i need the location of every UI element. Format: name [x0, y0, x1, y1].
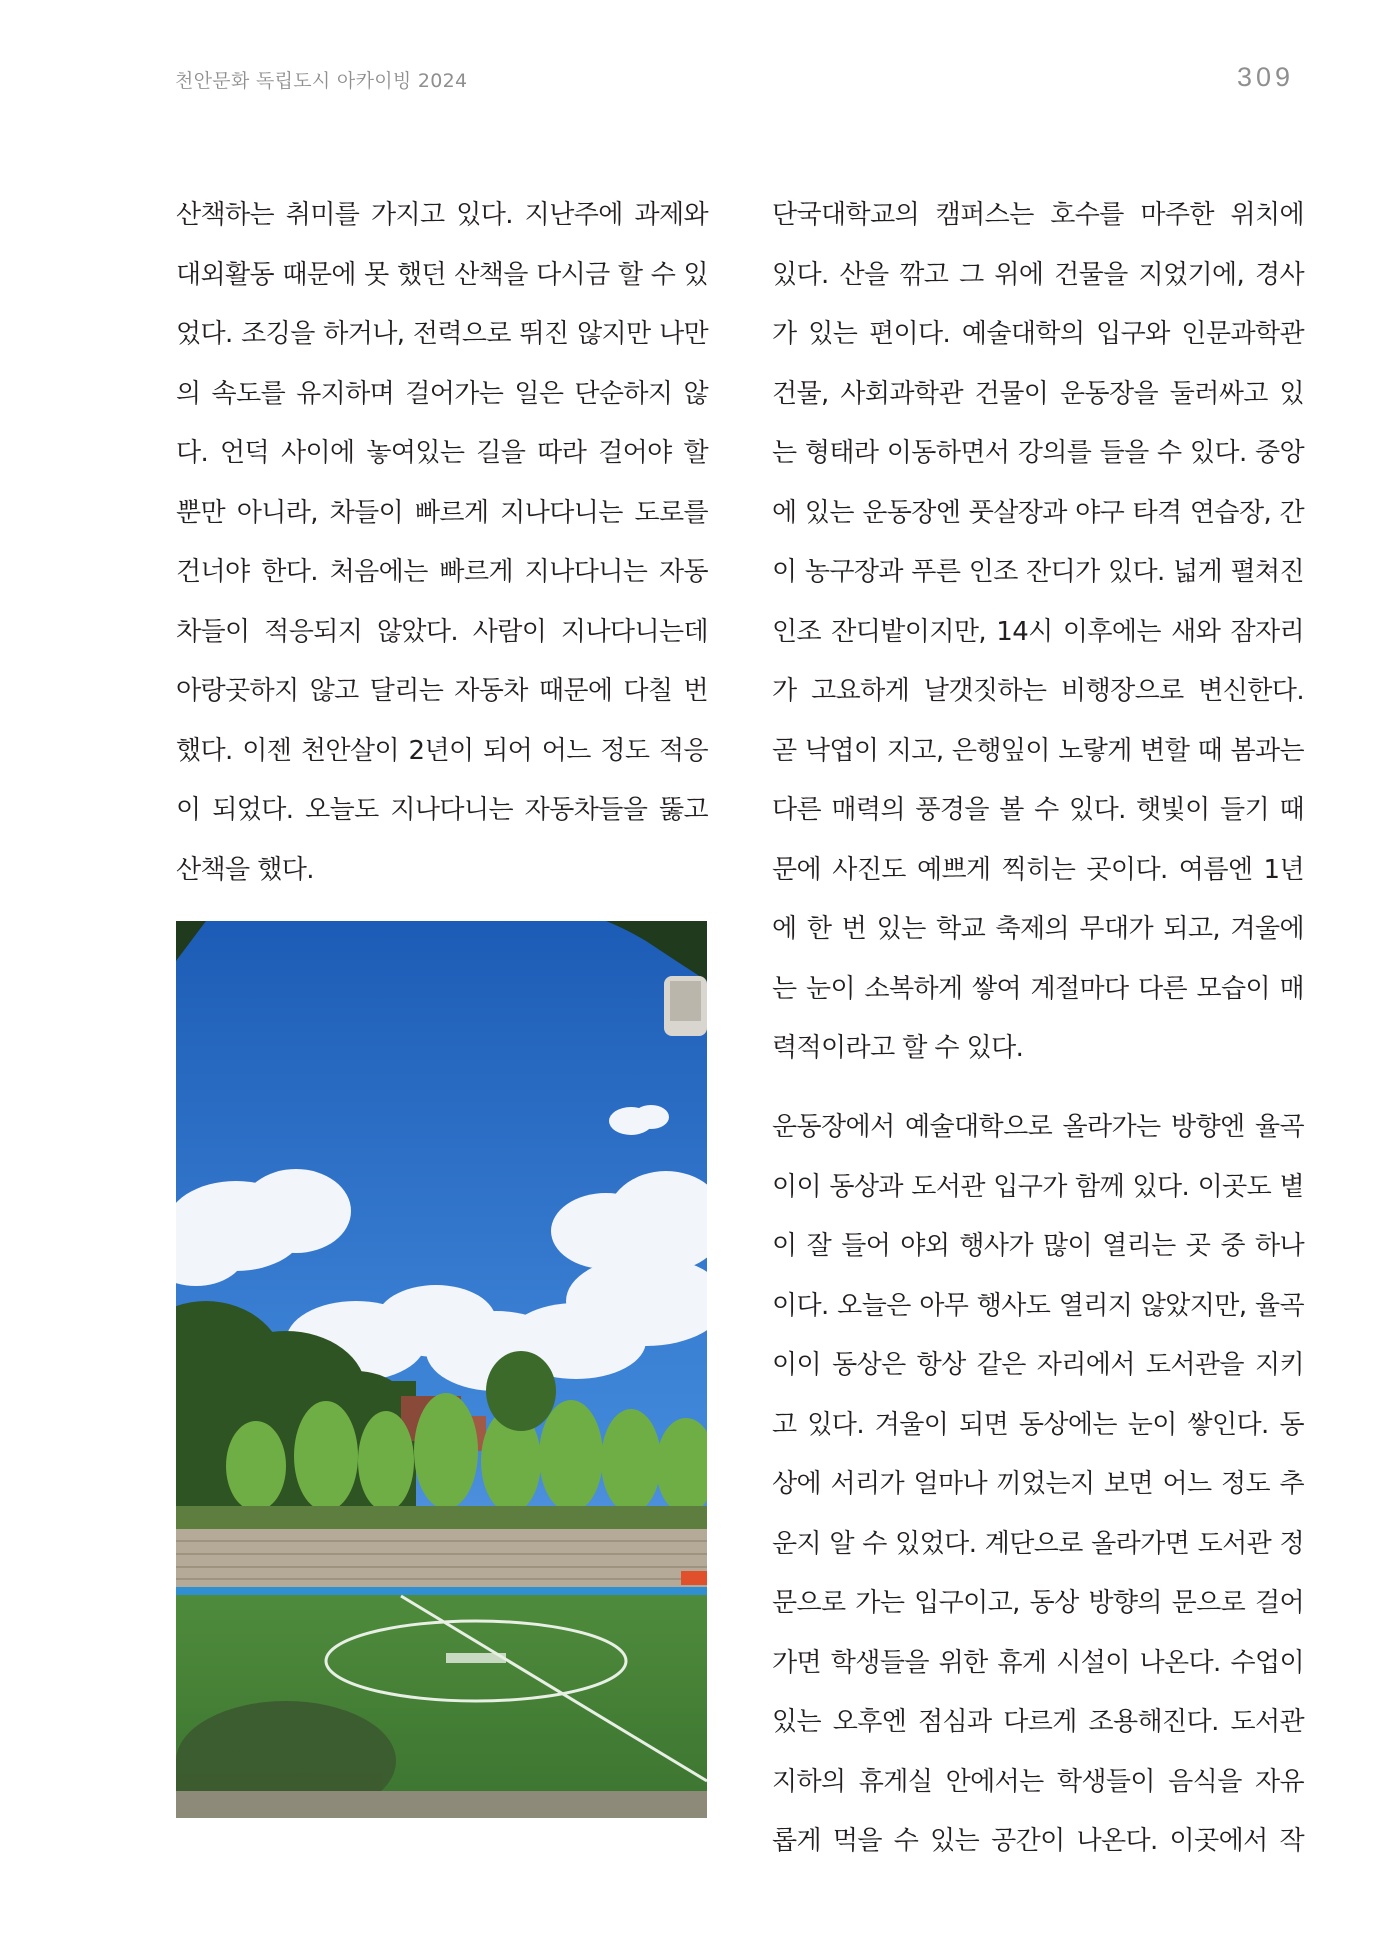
text-line: 산책하는 취미를 가지고 있다. 지난주에 과제와	[176, 200, 708, 230]
text-line: 했다. 이젠 천안살이 2년이 되어 어느 정도 적응	[176, 735, 708, 766]
right-paragraph-1	[772, 186, 1304, 1079]
campus-field-photo	[176, 921, 707, 1818]
text-line: 있는 오후엔 점심과 다르게 조용해진다. 도서관	[772, 1707, 1304, 1737]
text-line: 이이 동상은 항상 같은 자리에서 도서관을 지키	[772, 1350, 1304, 1380]
text-line: 문으로 가는 입구이고, 동상 방향의 문으로 걸어	[772, 1588, 1304, 1618]
right-paragraph-2	[772, 1098, 1304, 1872]
orange-marker	[681, 1571, 707, 1585]
text-line: 아랑곳하지 않고 달리는 자동차 때문에 다칠 번	[176, 676, 708, 706]
text-line: 이 잘 들어 야외 행사가 많이 열리는 곳 중 하나	[772, 1231, 1304, 1261]
center-logo	[446, 1653, 506, 1663]
text-line: 인조 잔디밭이지만, 14시 이후에는 새와 잠자리	[772, 616, 1304, 647]
text-line: 에 있는 운동장엔 풋살장과 야구 타격 연습장, 간	[772, 497, 1304, 528]
text-line: 가 있는 편이다. 예술대학의 입구와 인문과학관	[772, 319, 1304, 349]
text-line: 가면 학생들을 위한 휴게 시설이 나온다. 수업이	[772, 1647, 1304, 1678]
page-number: 309	[1236, 62, 1294, 92]
text-line: 력적이라고 할 수 있다.	[772, 1033, 1024, 1063]
text-line: 곧 낙엽이 지고, 은행잎이 노랗게 변할 때 봄과는	[772, 735, 1304, 766]
text-line: 이다. 오늘은 아무 행사도 열리지 않았지만, 율곡	[772, 1290, 1304, 1321]
text-line: 롭게 먹을 수 있는 공간이 나온다. 이곳에서 작	[772, 1826, 1304, 1856]
text-line: 고 있다. 겨울이 되면 동상에는 눈이 쌓인다. 동	[772, 1409, 1304, 1440]
hedge	[176, 1506, 707, 1531]
track-edge	[176, 1587, 707, 1595]
text-line: 는 눈이 소복하게 쌓여 계절마다 다른 모습이 매	[772, 973, 1304, 1004]
tall-pine	[486, 1351, 556, 1431]
running-header: 천안문화 독립도시 아카이빙 2024	[175, 70, 468, 92]
text-line: 의 속도를 유지하며 걸어가는 일은 단순하지 않	[176, 378, 708, 409]
text-line: 단국대학교의 캠퍼스는 호수를 마주한 위치에	[772, 200, 1304, 230]
lamp-icon	[664, 976, 707, 1036]
text-line: 이이 동상과 도서관 입구가 함께 있다. 이곳도 볕	[772, 1171, 1304, 1202]
stone-wall	[176, 1791, 707, 1818]
text-line: 상에 서리가 얼마나 끼었는지 보면 어느 정도 추	[772, 1469, 1304, 1499]
text-line: 대외활동 때문에 못 했던 산책을 다시금 할 수 있	[176, 259, 708, 290]
text-line: 이 농구장과 푸른 인조 잔디가 있다. 넓게 펼쳐진	[772, 557, 1304, 587]
text-line: 었다. 조깅을 하거나, 전력으로 뛰진 않지만 나만	[176, 319, 708, 349]
right-column-text-2	[772, 1098, 1304, 1872]
left-paragraph	[176, 186, 708, 900]
text-line: 운지 알 수 있었다. 계단으로 올라가면 도서관 정	[772, 1528, 1304, 1559]
campus-field-illustration	[176, 921, 707, 1818]
text-line: 산책을 했다.	[176, 854, 314, 885]
text-line: 뿐만 아니라, 차들이 빠르게 지나다니는 도로를	[176, 497, 708, 528]
text-line: 이 되었다. 오늘도 지나다니는 자동차들을 뚫고	[176, 795, 708, 825]
text-line: 에 한 번 있는 학교 축제의 무대가 되고, 겨울에	[772, 914, 1304, 944]
text-line: 다. 언덕 사이에 놓여있는 길을 따라 걸어야 할	[176, 438, 708, 468]
text-line: 는 형태라 이동하면서 강의를 들을 수 있다. 중앙	[772, 438, 1304, 468]
text-line: 문에 사진도 예쁘게 찍히는 곳이다. 여름엔 1년	[772, 854, 1304, 885]
text-line: 다른 매력의 풍경을 볼 수 있다. 햇빛이 들기 때	[772, 795, 1304, 825]
text-line: 지하의 휴게실 안에서는 학생들이 음식을 자유	[772, 1766, 1304, 1797]
text-line: 건물, 사회과학관 건물이 운동장을 둘러싸고 있	[772, 378, 1304, 409]
text-line: 건너야 한다. 처음에는 빠르게 지나다니는 자동	[176, 557, 708, 587]
text-line: 운동장에서 예술대학으로 올라가는 방향엔 율곡	[772, 1112, 1304, 1142]
left-column-text	[176, 186, 708, 900]
right-column-text-1	[772, 186, 1304, 1079]
text-line: 있다. 산을 깎고 그 위에 건물을 지었기에, 경사	[772, 259, 1304, 290]
text-line: 차들이 적응되지 않았다. 사람이 지나다니는데	[176, 616, 708, 647]
text-line: 가 고요하게 날갯짓하는 비행장으로 변신한다.	[772, 676, 1304, 706]
